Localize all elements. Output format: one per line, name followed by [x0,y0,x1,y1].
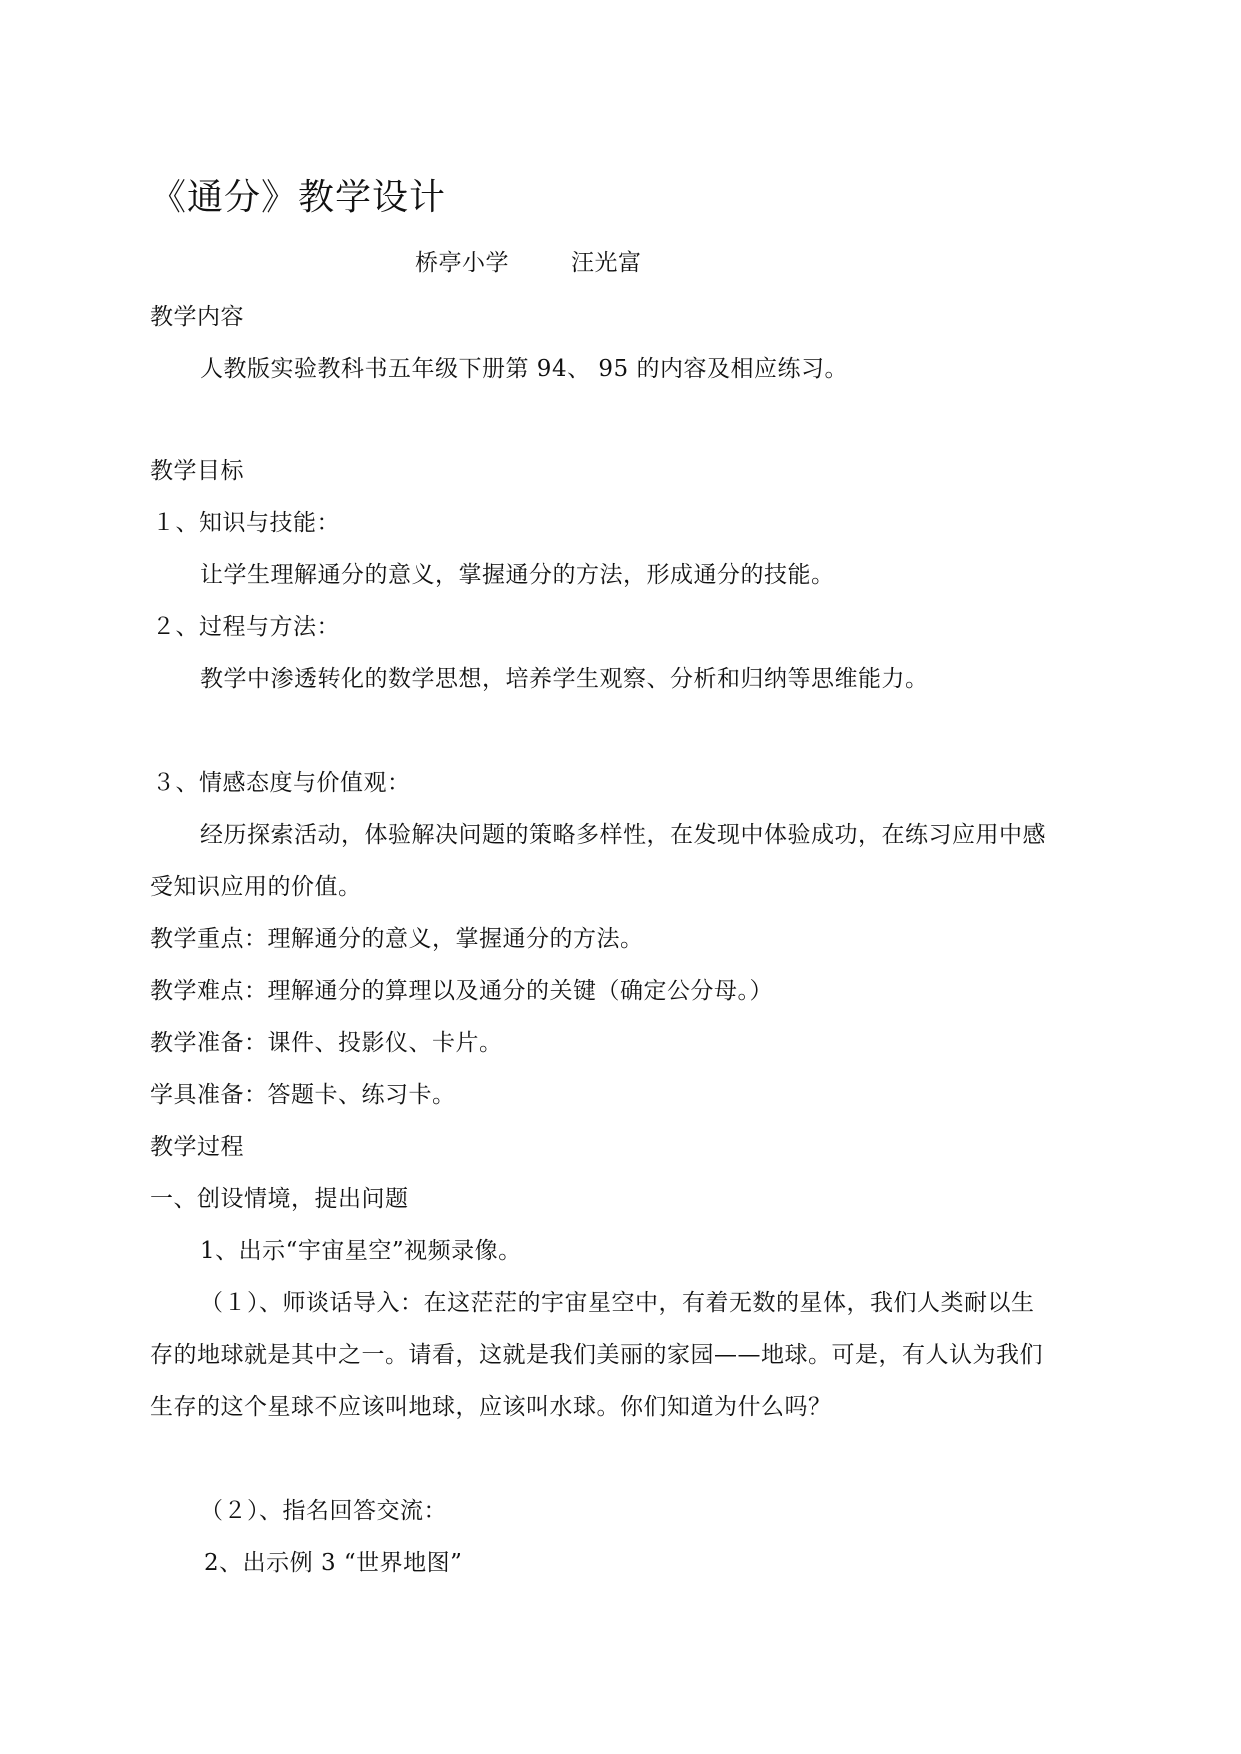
list-item-heading: ３、情感态度与价值观： [152,770,411,796]
list-item-heading: １、知识与技能： [152,510,340,536]
paragraph: 经历探索活动，体验解决问题的策略多样性，在发现中体验成功，在练习应用中感 [200,822,1046,848]
paragraph: 2、出示例 3 “世界地图” [204,1550,463,1576]
paragraph: 人教版实验教科书五年级下册第 94、 95 的内容及相应练习。 [200,356,848,382]
paragraph: 1、出示“宇宙星空”视频录像。 [200,1238,522,1264]
student-preparation: 学具准备：答题卡、练习卡。 [150,1082,456,1108]
byline [415,248,642,278]
teaching-preparation: 教学准备：课件、投影仪、卡片。 [150,1030,503,1056]
paragraph: 让学生理解通分的意义，掌握通分的方法，形成通分的技能。 [200,562,835,588]
author-name: 汪光富 [571,250,642,276]
subsection-heading: 一、创设情境，提出问题 [150,1186,409,1212]
paragraph: （１）、师谈话导入：在这茫茫的宇宙星空中，有着无数的星体，我们人类耐以生 [200,1290,1035,1316]
section-heading-process: 教学过程 [150,1134,244,1160]
school-name: 桥亭小学 [415,250,509,276]
section-heading-content: 教学内容 [150,304,244,330]
paragraph: 教学中渗透转化的数学思想，培养学生观察、分析和归纳等思维能力。 [200,666,929,692]
paragraph: （２）、指名回答交流： [200,1498,447,1524]
key-point: 教学重点：理解通分的意义，掌握通分的方法。 [150,926,644,952]
paragraph: 存的地球就是其中之一。请看，这就是我们美丽的家园——地球。可是，有人认为我们 [150,1342,1043,1368]
list-item-heading: ２、过程与方法： [152,614,340,640]
paragraph: 生存的这个星球不应该叫地球，应该叫水球。你们知道为什么吗？ [150,1394,832,1420]
document-title: 《通分》教学设计 [150,177,447,218]
paragraph: 受知识应用的价值。 [150,874,362,900]
section-heading-goals: 教学目标 [150,458,244,484]
difficult-point: 教学难点：理解通分的算理以及通分的关键（确定公分母。） [150,978,773,1004]
